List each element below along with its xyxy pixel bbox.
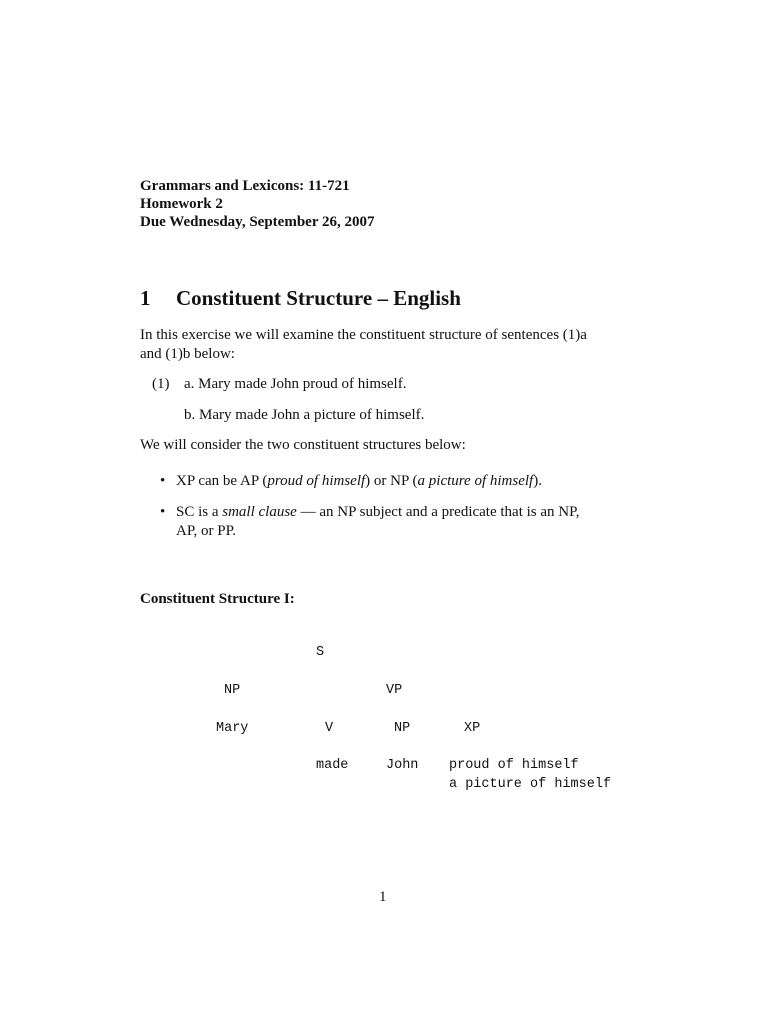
example-number: (1): [152, 376, 170, 392]
bullet-1-em2: a picture of himself: [417, 473, 534, 489]
bullet-2-post: — an NP subject and a predicate that is an NP,: [296, 504, 580, 520]
bullet-2-line-1: [176, 503, 580, 522]
bullet-1-post: ).: [533, 473, 542, 489]
tree-node-v: V: [325, 721, 334, 736]
section-title: Constituent Structure – English: [176, 286, 461, 310]
bullet-dot-2: •: [160, 504, 166, 520]
bullet-1: [176, 472, 542, 491]
example-b: b. Mary made John a picture of himself.: [184, 407, 425, 423]
tree-node-np-object: NP: [394, 721, 411, 736]
intro-line-2: and (1)b below:: [140, 346, 235, 362]
example-a: a. Mary made John proud of himself.: [184, 376, 407, 392]
bullet-1-mid: ) or NP (: [365, 473, 418, 489]
bullet-2-line-2: AP, or PP.: [176, 523, 237, 539]
consider-text: We will consider the two constituent structures below:: [140, 437, 466, 453]
tree-node-xp: XP: [464, 721, 481, 736]
tree-leaf-xp-2: a picture of himself: [449, 777, 612, 792]
bullet-2-pre: SC is a: [176, 504, 223, 520]
tree-leaf-john: John: [386, 758, 419, 773]
tree-node-vp: VP: [386, 683, 403, 698]
section-number: 1: [140, 286, 151, 310]
course-title: Grammars and Lexicons: 11-721: [140, 178, 350, 194]
tree-node-s: S: [316, 645, 325, 660]
tree-leaf-made: made: [316, 758, 349, 773]
tree-leaf-xp-1: proud of himself: [449, 758, 579, 773]
tree-node-np-subject: NP: [224, 683, 241, 698]
structure-heading: Constituent Structure I:: [140, 591, 295, 607]
intro-line-1: In this exercise we will examine the constituent structure of sentences (1)a: [140, 327, 587, 343]
page-number: 1: [379, 889, 387, 905]
homework-title: Homework 2: [140, 196, 223, 212]
due-date: Due Wednesday, September 26, 2007: [140, 214, 375, 230]
bullet-2-em1: small clause: [222, 504, 297, 520]
bullet-dot-1: •: [160, 473, 166, 489]
bullet-1-em1: proud of himself: [267, 473, 366, 489]
tree-leaf-mary: Mary: [216, 721, 249, 736]
bullet-1-pre: XP can be AP (: [176, 473, 268, 489]
